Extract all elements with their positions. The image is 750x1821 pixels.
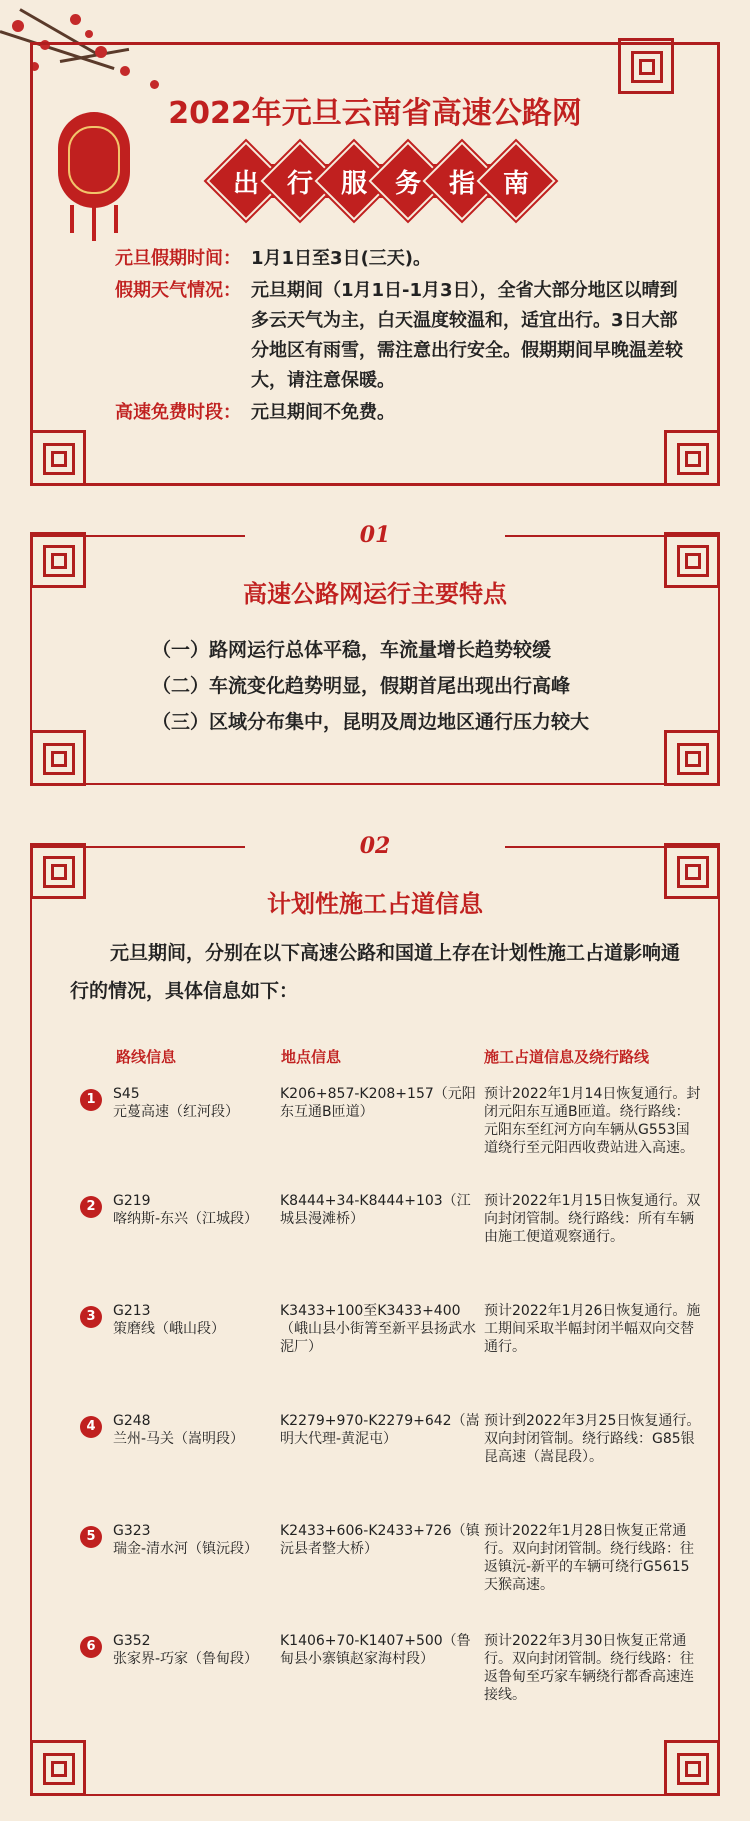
feature-item: （二）车流变化趋势明显，假期首尾出现出行高峰 bbox=[152, 675, 571, 697]
location-info: K1406+70-K1407+500（鲁甸县小寨镇赵家海村段） bbox=[280, 1633, 471, 1667]
construction-info: 预计到2022年3月25日恢复通行。双向封闭管制。绕行路线：G85银昆高速（嵩昆段）。 bbox=[484, 1413, 701, 1465]
info-value: 元旦期间（1月1日-1月3日），全省大部分地区以晴到多云天气为主，白天温度较温和，适宜出行。3日大部分地区有雨雪，需注意出行安全。假期期间早晚温差较大，请注意保暖。 bbox=[251, 280, 683, 391]
features-list bbox=[152, 632, 589, 740]
construction-info: 预计2022年1月28日恢复正常通行。双向封闭管制。绕行线路：往返镇沅-新平的车辆可绕行G5615天猴高速。 bbox=[484, 1523, 694, 1593]
subtitle-char: 南 bbox=[502, 169, 529, 199]
frame-corner-ornament bbox=[664, 430, 720, 486]
frame-corner-ornament bbox=[30, 730, 86, 786]
row-number-badge: 6 bbox=[80, 1636, 102, 1658]
row-number-badge: 5 bbox=[80, 1526, 102, 1548]
row-number-badge: 3 bbox=[80, 1306, 102, 1328]
info-value: 元旦期间不免费。 bbox=[251, 402, 395, 423]
feature-item: （三）区域分布集中，昆明及周边地区通行压力较大 bbox=[152, 711, 590, 733]
column-header-construction: 施工占道信息及绕行路线 bbox=[484, 1048, 650, 1066]
row-number-badge: 2 bbox=[80, 1196, 102, 1218]
construction-info: 预计2022年1月14日恢复通行。封闭元阳东互通B匝道。绕行路线：元阳东至红河方向车辆从G553国道绕行至元阳西收费站进入高速。 bbox=[484, 1086, 701, 1156]
construction-info: 预计2022年1月15日恢复通行。双向封闭管制。绕行路线：所有车辆由施工便道观察通行。 bbox=[484, 1193, 701, 1245]
info-row bbox=[115, 244, 685, 274]
section-intro: 元旦期间，分别在以下高速公路和国道上存在计划性施工占道影响通行的情况，具体信息如下： bbox=[70, 942, 681, 1002]
subtitle-char: 行 bbox=[286, 169, 313, 199]
subtitle-char: 服 bbox=[340, 169, 367, 199]
road-code: G219 bbox=[113, 1193, 151, 1209]
subtitle-diamonds bbox=[210, 146, 550, 216]
frame-corner-ornament bbox=[664, 1740, 720, 1796]
row-number-badge: 1 bbox=[80, 1089, 102, 1111]
frame-corner-ornament bbox=[664, 730, 720, 786]
road-name: 兰州-马关（嵩明段） bbox=[113, 1431, 245, 1447]
section-title: 高速公路网运行主要特点 bbox=[243, 580, 507, 608]
section-title: 计划性施工占道信息 bbox=[267, 890, 483, 918]
construction-info: 预计2022年1月26日恢复通行。施工期间采取半幅封闭半幅双向交替通行。 bbox=[484, 1303, 701, 1355]
road-code: G248 bbox=[113, 1413, 151, 1429]
location-info: K3433+100至K3433+400（峨山县小街箐至新平县扬武水泥厂） bbox=[280, 1303, 476, 1355]
location-info: K206+857-K208+157（元阳东互通B匝道） bbox=[280, 1086, 476, 1120]
column-header-location: 地点信息 bbox=[281, 1048, 342, 1066]
column-header-route: 路线信息 bbox=[116, 1048, 177, 1066]
road-code: G323 bbox=[113, 1523, 151, 1539]
info-row bbox=[115, 276, 685, 396]
info-label: 元旦假期时间： bbox=[115, 248, 241, 269]
frame-corner-ornament bbox=[618, 38, 674, 94]
info-row bbox=[115, 398, 685, 428]
location-info: K8444+34-K8444+103（江城县漫滩桥） bbox=[280, 1193, 471, 1227]
page-title: 2022年元旦云南省高速公路网 bbox=[168, 96, 582, 131]
road-name: 喀纳斯-东兴（江城段） bbox=[113, 1211, 259, 1227]
frame-corner-ornament bbox=[30, 430, 86, 486]
info-label: 高速免费时段： bbox=[115, 402, 241, 423]
section-number: 01 bbox=[359, 522, 391, 548]
road-name: 瑞金-清水河（镇沅段） bbox=[113, 1541, 259, 1557]
road-name: 元蔓高速（红河段） bbox=[113, 1104, 239, 1120]
subtitle-char: 出 bbox=[232, 169, 259, 199]
subtitle-char: 指 bbox=[448, 169, 475, 199]
road-code: S45 bbox=[113, 1086, 140, 1102]
feature-item: （一）路网运行总体平稳，车流量增长趋势较缓 bbox=[152, 639, 552, 661]
section-number: 02 bbox=[359, 833, 391, 859]
road-code: G213 bbox=[113, 1303, 151, 1319]
location-info: K2279+970-K2279+642（嵩明大代理-黄泥屯） bbox=[280, 1413, 480, 1447]
frame-corner-ornament bbox=[30, 1740, 86, 1796]
road-name: 策磨线（峨山段） bbox=[113, 1321, 225, 1337]
road-name: 张家界-巧家（鲁甸段） bbox=[113, 1651, 259, 1667]
location-info: K2433+606-K2433+726（镇沅县者整大桥） bbox=[280, 1523, 480, 1557]
road-code: G352 bbox=[113, 1633, 151, 1649]
row-number-badge: 4 bbox=[80, 1416, 102, 1438]
subtitle-char: 务 bbox=[394, 169, 421, 199]
holiday-info bbox=[115, 244, 685, 430]
info-value: 1月1日至3日(三天)。 bbox=[251, 248, 432, 269]
info-label: 假期天气情况： bbox=[115, 280, 241, 301]
construction-info: 预计2022年3月30日恢复正常通行。双向封闭管制。绕行线路：往返鲁甸至巧家车辆绕行都香高速连接线。 bbox=[484, 1633, 694, 1703]
